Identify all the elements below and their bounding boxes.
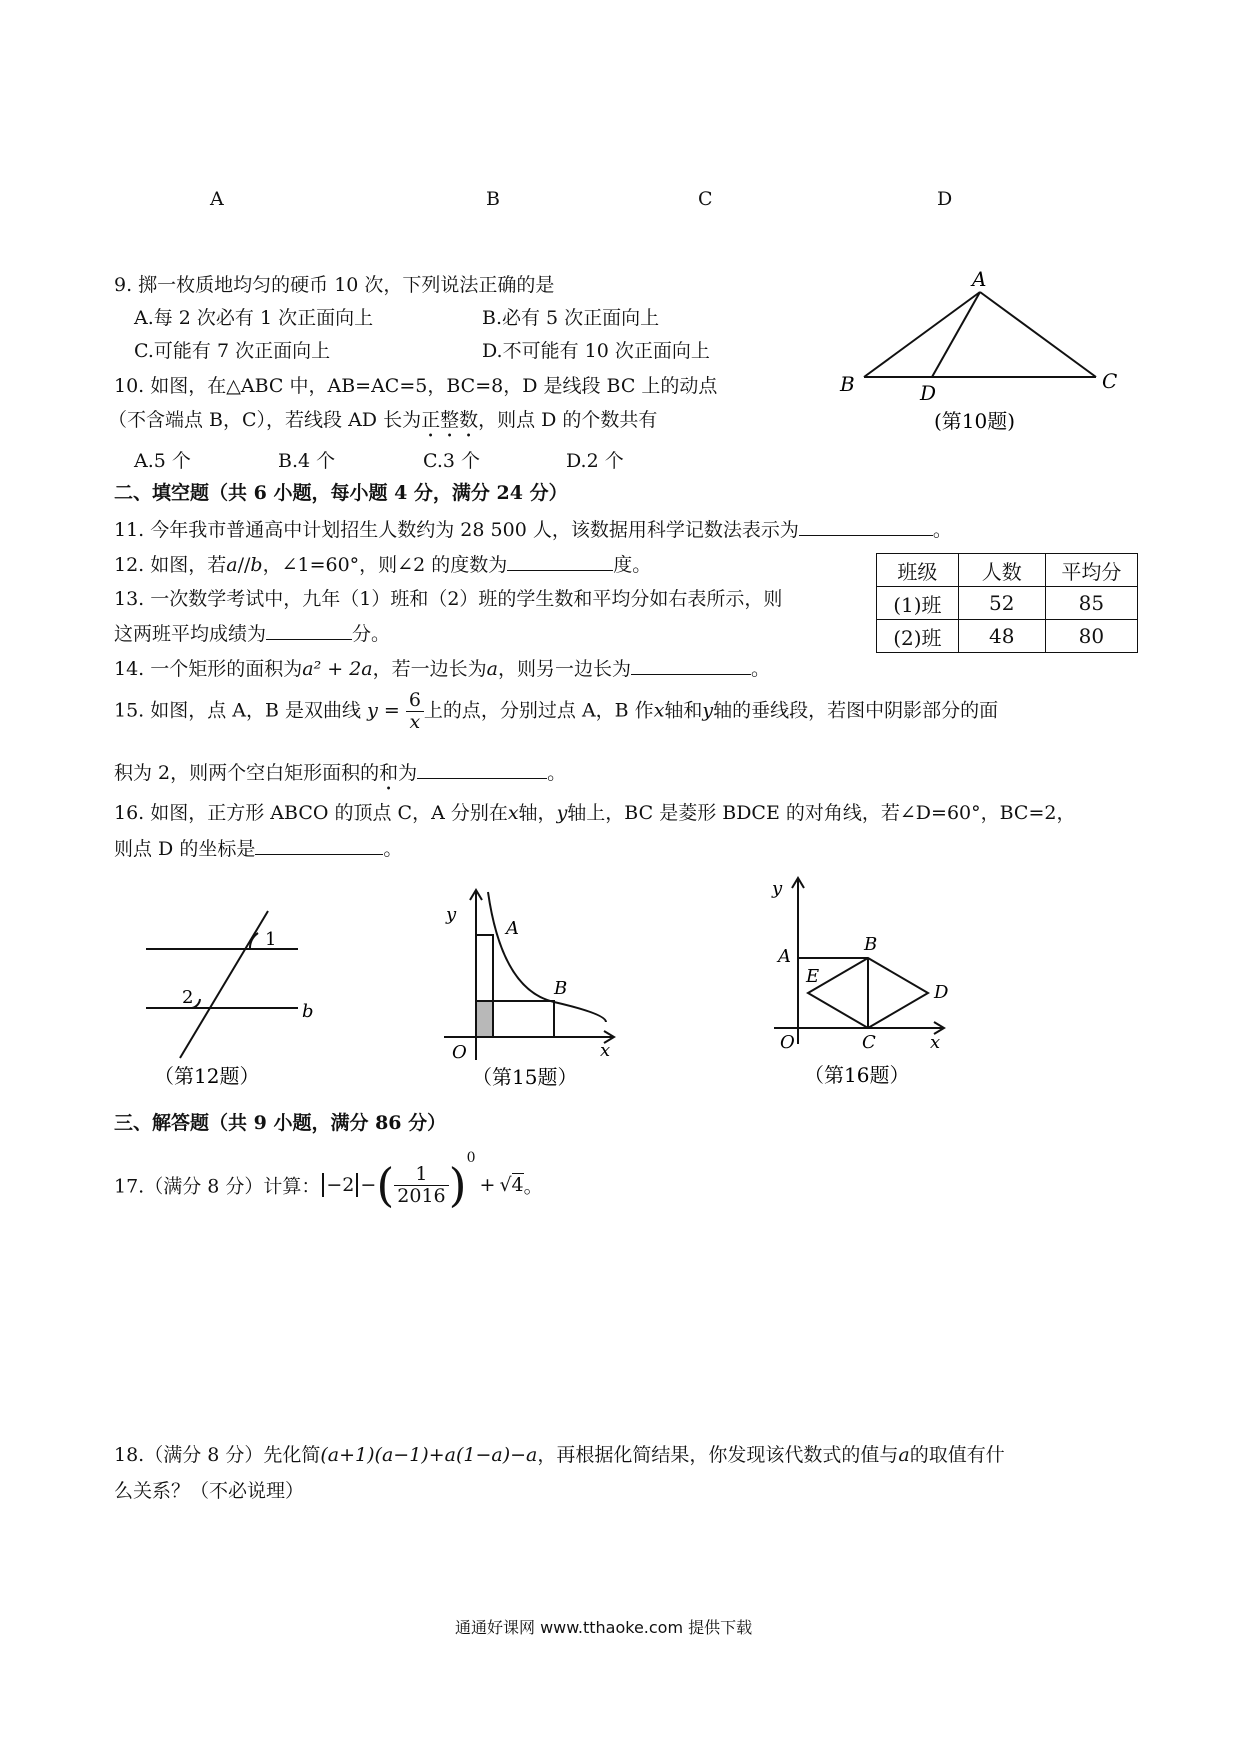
q18-line2: 么关系？（不必说理） [114, 1480, 305, 1502]
q17-line [114, 1150, 543, 1212]
table-row [877, 587, 1138, 620]
q17-denominator: 2016 [397, 1184, 446, 1207]
fig10-caption: (第10题) [934, 409, 1016, 433]
fig16-label-c: C [862, 1032, 876, 1053]
fig12-transversal [180, 911, 268, 1058]
segment-ad [932, 292, 980, 377]
table-cell: 52 [958, 587, 1045, 620]
q15-line2-post: 。 [547, 762, 567, 784]
q17-abs-left-bar [322, 1173, 324, 1197]
table-cell: 80 [1045, 620, 1137, 653]
q10-line2-pre: （不含端点 B，C），若线段 AD 长为 [108, 409, 422, 431]
q10-line2-post: ，则点 D 的个数共有 [478, 409, 658, 431]
q14-mid: ，若一边长为 [372, 658, 487, 680]
q11-end: 。 [932, 519, 952, 541]
q15-numerator: 6 [406, 690, 424, 712]
table-cell: 48 [958, 620, 1045, 653]
q17-fraction [394, 1164, 448, 1207]
q10-emphasis: 正整数 [421, 409, 479, 431]
q12-answer-blank[interactable] [507, 550, 613, 571]
section-2-heading: 二、填空题（共 6 小题，每小题 4 分，满分 24 分） [114, 482, 568, 504]
q17-end: 。 [523, 1175, 543, 1198]
q17-sqrt-value: 4 [511, 1174, 524, 1196]
option-label-c: C [698, 188, 713, 210]
table-row [877, 620, 1138, 653]
fig16-label-y: y [772, 878, 783, 899]
fig12-caption: （第12题） [154, 1064, 260, 1088]
q10-line2 [108, 405, 657, 442]
fig16-caption: （第16题） [804, 1063, 910, 1087]
q10-triangle-figure [830, 262, 1130, 437]
q15-post2: 轴的垂线段，若图中阴影部分的面 [713, 699, 999, 722]
option-label-b: B [486, 188, 500, 210]
table-header-cell: 班级 [877, 554, 959, 587]
table-cell: 85 [1045, 587, 1137, 620]
fig15-label-a: A [506, 918, 519, 939]
q17-paren-left: ( [376, 1158, 395, 1212]
fig15-label-x: x [600, 1040, 611, 1061]
q15-line2-pre: 积为 2，则两个空白矩形面积的 [114, 762, 380, 784]
table-header-cell: 平均分 [1045, 554, 1137, 587]
q16-line2 [114, 834, 402, 861]
q17-minus: − [360, 1174, 377, 1196]
q18-var: a [898, 1444, 910, 1466]
section-3-heading: 三、解答题（共 9 小题，满分 86 分） [114, 1112, 447, 1134]
q16-line2-post: 。 [383, 838, 403, 860]
q17-plus: + [479, 1174, 496, 1196]
fig15-label-b: B [554, 978, 568, 999]
q10-option-d: D.2 个 [566, 450, 624, 472]
fig12-angle1-arc [250, 933, 258, 949]
q16-y: y [556, 802, 568, 824]
segment-ab [864, 292, 980, 377]
q13-answer-blank[interactable] [266, 619, 352, 640]
fig15-caption: （第15题） [472, 1065, 578, 1089]
fig15-label-y: y [446, 904, 457, 925]
q9-option-d: D.不可能有 10 次正面向上 [482, 340, 710, 362]
q16-line2-pre: 则点 D 的坐标是 [114, 838, 256, 860]
q15-line2-mid: 为 [398, 762, 418, 784]
fig12-label-2: 2 [182, 987, 194, 1008]
q15-x: x [653, 699, 665, 722]
q10-line1: 10. 如图，在△ABC 中，AB=AC=5，BC=8，D 是线段 BC 上的动点 [114, 375, 718, 397]
fig16-label-b: B [864, 934, 878, 955]
table-cell: (2)班 [877, 620, 959, 653]
table-header-cell: 人数 [958, 554, 1045, 587]
q14-answer-blank[interactable] [631, 654, 751, 675]
table-cell: (1)班 [877, 587, 959, 620]
score-table [876, 553, 1138, 653]
q16-x: x [507, 802, 519, 824]
fig16-label-e: E [806, 966, 820, 987]
q15-fraction [406, 690, 424, 733]
q16-mid: 轴， [518, 802, 557, 824]
q18-mid: ，再根据化简结果，你发现该代数式的值与 [537, 1444, 899, 1466]
fig10-label-b: B [840, 372, 855, 396]
q18-post: 的取值有什 [909, 1444, 1005, 1466]
q12-parallel: // [237, 554, 251, 576]
q17-exponent: 0 [466, 1150, 476, 1166]
q12-mid: ，∠1=60°，则∠2 的度数为 [262, 554, 508, 576]
q14-expression: a² + 2a [302, 658, 373, 680]
q15-line1 [114, 690, 998, 733]
fig16-label-d: D [934, 982, 949, 1003]
q13-line1: 13. 一次数学考试中，九年（1）班和（2）班的学生数和平均分如右表所示，则 [114, 588, 783, 610]
q12-line [114, 550, 651, 577]
q10-option-b: B.4 个 [278, 450, 336, 472]
q17-abs-right-bar [356, 1173, 358, 1197]
q14-end: 。 [750, 658, 770, 680]
q11-line [114, 515, 952, 542]
q15-denominator: x [409, 710, 421, 733]
q18-line1 [114, 1440, 1005, 1467]
q17-abs-value: −2 [326, 1174, 355, 1196]
q17-paren-right: ) [448, 1158, 467, 1212]
fig15-hyperbola-figure [436, 880, 636, 1090]
q17-pre: 17.（满分 8 分）计算： [114, 1175, 321, 1198]
q12-pre: 12. 如图，若 [114, 554, 227, 576]
option-label-d: D [937, 188, 953, 210]
q14-var: a [486, 658, 498, 680]
fig12-parallel-lines [140, 895, 340, 1090]
segment-ac [980, 292, 1096, 377]
fig16-label-x: x [930, 1032, 941, 1053]
q15-y-eq: y = [367, 699, 400, 722]
q15-pre: 15. 如图，点 A，B 是双曲线 [114, 699, 362, 722]
fig12-label-1: 1 [265, 929, 277, 950]
q15-line2 [114, 758, 566, 795]
q15-emphasis: 和 [379, 762, 399, 784]
q12-var-a: a [226, 554, 238, 576]
q13-line2-post: 分。 [352, 623, 391, 645]
q17-numerator: 1 [394, 1164, 448, 1186]
fig10-label-c: C [1102, 369, 1118, 393]
q14-line [114, 654, 770, 681]
q12-var-b: b [250, 554, 263, 576]
q14-mid2: ，则另一边长为 [497, 658, 631, 680]
fig16-label-a: A [778, 946, 791, 967]
q9-option-a: A.每 2 次必有 1 次正面向上 [134, 307, 374, 329]
q9-stem: 9. 掷一枚质地均匀的硬币 10 次，下列说法正确的是 [114, 274, 555, 296]
fig15-hyperbola-curve [488, 892, 606, 1022]
fig10-label-a: A [972, 267, 987, 291]
q16-post: 轴上，BC 是菱形 BDCE 的对角线，若∠D=60°，BC=2， [567, 802, 1076, 824]
fig12-label-b: b [302, 1001, 314, 1022]
q9-option-c: C.可能有 7 次正面向上 [134, 340, 331, 362]
q15-y: y [702, 699, 714, 722]
q15-mid: 轴和 [664, 699, 703, 722]
q17-sqrt-symbol: √ [499, 1174, 512, 1196]
q11-answer-blank[interactable] [799, 515, 933, 536]
q15-answer-blank[interactable] [417, 758, 547, 779]
q13-line2 [114, 619, 390, 646]
q15-post: 上的点，分别过点 A，B 作 [423, 699, 654, 722]
q10-option-a: A.5 个 [134, 450, 191, 472]
q16-answer-blank[interactable] [255, 834, 383, 855]
q16-line1 [114, 798, 1075, 825]
q14-pre: 14. 一个矩形的面积为 [114, 658, 303, 680]
q12-end: 度。 [613, 554, 652, 576]
fig10-label-d: D [920, 381, 937, 405]
q18-expression: (a+1)(a−1)+a(1−a)−a [320, 1444, 538, 1466]
q9-option-b: B.必有 5 次正面向上 [482, 307, 660, 329]
option-label-a: A [210, 188, 224, 210]
fig16-square-rhombus-figure [770, 870, 970, 1090]
q16-pre: 16. 如图，正方形 ABCO 的顶点 C，A 分别在 [114, 802, 508, 824]
q11-text: 11. 今年我市普通高中计划招生人数约为 28 500 人，该数据用科学记数法表示为 [114, 519, 799, 541]
table-header-row [877, 554, 1138, 587]
fig15-label-o: O [452, 1042, 467, 1063]
q13-line2-pre: 这两班平均成绩为 [114, 623, 267, 645]
q18-pre: 18.（满分 8 分）先化简 [114, 1444, 321, 1466]
fig15-shaded-region [476, 1001, 493, 1037]
fig16-label-o: O [780, 1032, 795, 1053]
q10-option-c: C.3 个 [423, 450, 481, 472]
page-footer: 通通好课网 www.tthaoke.com 提供下载 [455, 1618, 753, 1637]
